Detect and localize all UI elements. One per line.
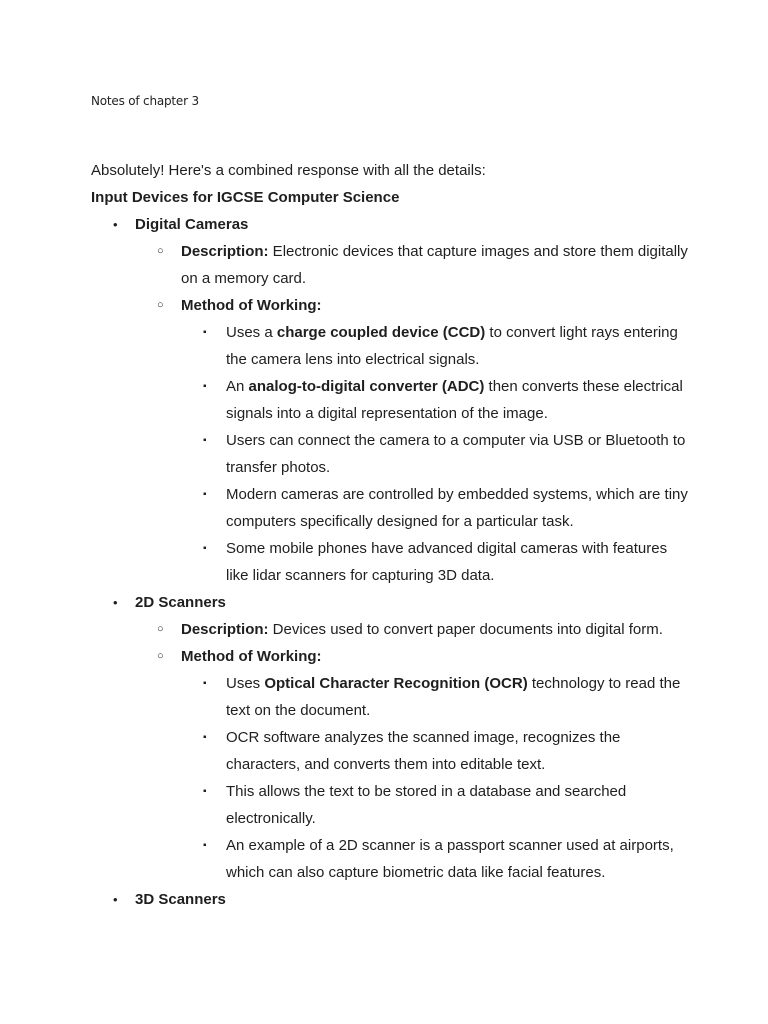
detail-text <box>181 621 663 638</box>
section-heading: Input Devices for IGCSE Computer Science <box>91 189 400 206</box>
device-details <box>135 238 691 589</box>
text-run: technology to read the text on the document. <box>226 675 681 719</box>
method-steps <box>181 319 691 589</box>
device-title: 3D Scanners <box>135 891 226 908</box>
bullet-circle-icon: ○ <box>157 650 164 662</box>
text-run: Uses a <box>226 324 277 341</box>
step-text <box>226 783 626 827</box>
bullet-disc-icon: • <box>113 217 118 232</box>
bullet-square-icon: ▪ <box>203 327 207 338</box>
device-item <box>91 589 691 886</box>
text-run: OCR software analyzes the scanned image, recognizes the characters, and converts them into editable text. <box>226 729 621 773</box>
bullet-square-icon: ▪ <box>203 435 207 446</box>
method-step <box>181 427 691 481</box>
bullet-square-icon: ▪ <box>203 543 207 554</box>
method-step <box>181 724 691 778</box>
detail-item <box>135 643 691 886</box>
device-item <box>91 886 691 913</box>
detail-text <box>181 243 688 287</box>
step-text <box>226 378 683 422</box>
text-run: Users can connect the camera to a computer via USB or Bluetooth to transfer photos. <box>226 432 686 476</box>
bullet-square-icon: ▪ <box>203 489 207 500</box>
detail-item <box>135 616 691 643</box>
bullet-square-icon: ▪ <box>203 678 207 689</box>
bullet-square-icon: ▪ <box>203 381 207 392</box>
bold-text: Description: <box>181 621 269 638</box>
method-step <box>181 481 691 535</box>
method-step <box>181 535 691 589</box>
text-run: Electronic devices that capture images and store them digitally on a memory card. <box>181 243 688 287</box>
method-step <box>181 832 691 886</box>
document-body <box>91 157 691 913</box>
bullet-square-icon: ▪ <box>203 732 207 743</box>
device-title: 2D Scanners <box>135 594 226 611</box>
method-step <box>181 373 691 427</box>
bullet-circle-icon: ○ <box>157 245 164 257</box>
bullet-square-icon: ▪ <box>203 840 207 851</box>
step-text <box>226 324 678 368</box>
step-text <box>226 675 680 719</box>
bold-text: Optical Character Recognition (OCR) <box>264 675 528 692</box>
step-text <box>226 540 667 584</box>
bold-text: Description: <box>181 243 269 260</box>
bold-text: charge coupled device (CCD) <box>276 324 486 341</box>
bullet-circle-icon: ○ <box>157 623 164 635</box>
method-step <box>181 319 691 373</box>
device-title: Digital Cameras <box>135 216 249 233</box>
method-step <box>181 670 691 724</box>
detail-item <box>135 238 691 292</box>
detail-text <box>181 297 322 314</box>
bullet-circle-icon: ○ <box>157 299 164 311</box>
bold-text: analog-to-digital converter (ADC) <box>248 378 485 395</box>
step-text <box>226 432 685 476</box>
text-run: Uses <box>226 675 265 692</box>
detail-item <box>135 292 691 589</box>
text-run: An <box>226 378 249 395</box>
bullet-disc-icon: • <box>113 595 118 610</box>
bullet-disc-icon: • <box>113 892 118 907</box>
text-run: Devices used to convert paper documents into digital form. <box>268 621 663 638</box>
text-run: An example of a 2D scanner is a passport scanner used at airports, which can also capture biometric data like facial features. <box>226 837 674 881</box>
method-step <box>181 778 691 832</box>
bullet-square-icon: ▪ <box>203 786 207 797</box>
text-run: to convert light rays entering the camera lens into electrical signals. <box>226 324 678 368</box>
text-run: This allows the text to be stored in a database and searched electronically. <box>226 783 627 827</box>
text-run: Some mobile phones have advanced digital cameras with features like lidar scanners for capturing 3D data. <box>226 540 668 584</box>
detail-text <box>181 648 322 665</box>
page-header-note: Notes of chapter 3 <box>91 94 199 108</box>
device-item <box>91 211 691 589</box>
device-details <box>135 616 691 886</box>
step-text <box>226 729 620 773</box>
intro-text: Absolutely! Here's a combined response with all the details: <box>91 162 486 179</box>
bold-text: Method of Working: <box>181 297 322 314</box>
text-run: Modern cameras are controlled by embedded systems, which are tiny computers specifically designed for a particular task. <box>226 486 688 530</box>
step-text <box>226 486 688 530</box>
device-list <box>91 211 691 913</box>
step-text <box>226 837 674 881</box>
text-run: then converts these electrical signals into a digital representation of the image. <box>226 378 683 422</box>
method-steps <box>181 670 691 886</box>
bold-text: Method of Working: <box>181 648 322 665</box>
